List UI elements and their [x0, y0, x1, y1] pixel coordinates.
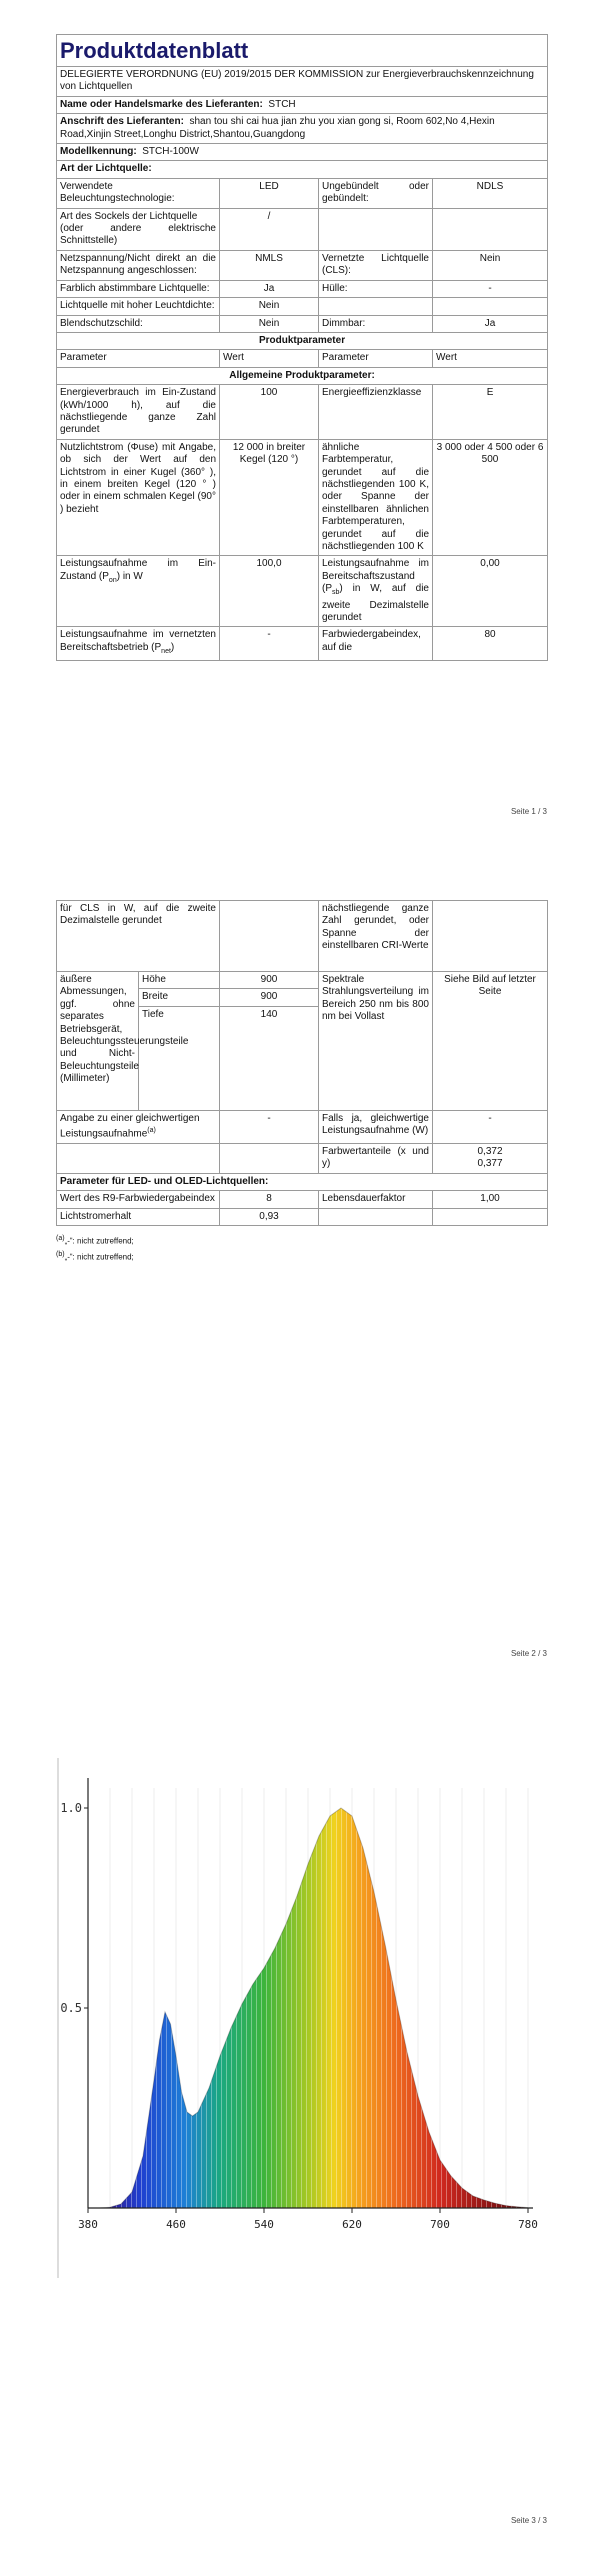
r9-value: 8: [220, 1191, 319, 1208]
row-label: Verwendete Beleuchtungstechnologie:: [57, 178, 220, 208]
column-header-row: [57, 350, 548, 367]
address-value: shan tou shi cai hua jian zhu you xian gong si, Room 602,No 4,Hexin Road,Xinjin Street,Longhu District,Shantou,Guangdong: [60, 116, 495, 140]
row-value: Nein: [433, 250, 548, 280]
type-row: [57, 315, 548, 332]
type-row: [57, 250, 548, 280]
footnotes: [56, 1232, 547, 1263]
r9-label: Wert des R9-Farbwiedergabeindex: [57, 1191, 220, 1208]
y-tick-label: 1.0: [60, 1801, 82, 1815]
col-header-wert: Wert: [220, 350, 319, 367]
col-header-param: Parameter: [319, 350, 433, 367]
dim-label: Breite: [139, 989, 220, 1006]
param-value: -: [220, 627, 319, 661]
type-row: [57, 298, 548, 315]
page-number: Seite 3 / 3: [510, 2516, 547, 2525]
param-value: 100: [220, 385, 319, 440]
row-value: [433, 298, 548, 315]
datasheet-page-2: [56, 900, 547, 1263]
dims-row: [57, 972, 548, 989]
row-value: Nein: [220, 298, 319, 315]
continued-left: für CLS in W, auf die zweite Dezimalstelle gerundet: [57, 901, 220, 972]
dim-value: 140: [220, 1006, 319, 1110]
row-value: Ja: [433, 315, 548, 332]
maint-label: Lichtstromerhalt: [57, 1208, 220, 1225]
maintenance-row: [57, 1208, 548, 1225]
param-label: Farbwiedergabeindex, auf die: [319, 627, 433, 661]
param-label: Leistungsaufnahme im Ein-Zustand $(P_{on})$ in W: [57, 556, 220, 627]
type-row: [57, 280, 548, 297]
x-tick-label: 700: [430, 2218, 450, 2231]
datasheet-table-2: [56, 900, 548, 1226]
dims-label: äußere Abmessungen, ggf. ohne separates Betriebsgerät, Beleuchtungssteuerungsteile und Nicht-Beleuchtungsteile (Millimeter): [57, 972, 139, 1111]
dim-value: 900: [220, 972, 319, 989]
x-tick-label: 540: [254, 2218, 274, 2231]
empty-cell: [220, 1143, 319, 1173]
led-header: Parameter für LED- und OLED-Lichtquellen:: [57, 1173, 548, 1190]
supplier-value: STCH: [268, 98, 296, 110]
model-label: Modellkennung:: [60, 146, 137, 158]
row-label: Blendschutzschild:: [57, 315, 220, 332]
row-value: /: [220, 208, 319, 250]
param-row: [57, 385, 548, 440]
row-label: Art des Sockels der Lichtquelle (oder andere elektrische Schnittstelle): [57, 208, 220, 250]
param-label: Leistungsaufnahme im vernetzten Bereitschaftsbetrieb $(P_{net})$: [57, 627, 220, 661]
param-value: 0,00: [433, 556, 548, 627]
page-number: Seite 2 / 3: [510, 1649, 547, 1658]
equiv-value: -: [220, 1110, 319, 1143]
dim-label: Höhe: [139, 972, 220, 989]
dim-label: Tiefe: [139, 1006, 220, 1110]
row-value: -: [433, 280, 548, 297]
continued-right: nächstliegende ganze Zahl gerundet, oder Spanne der einstellbaren CRI-Werte: [319, 901, 433, 972]
address-label: Anschrift des Lieferanten:: [60, 116, 184, 128]
datasheet-page-1: [56, 34, 547, 661]
param-value: E: [433, 385, 548, 440]
chroma-row: [57, 1143, 548, 1173]
param-label: Leistungsaufnahme im Bereitschaftszustand $(P_{sb})$ in W, auf die zweite Dezimalstelle gerundet: [319, 556, 433, 627]
supplier-label: Name oder Handelsmarke des Lieferanten:: [60, 98, 263, 110]
page-2: [0, 878, 603, 1698]
produktparameter-header: Produktparameter: [57, 332, 548, 349]
type-row: [57, 178, 548, 208]
x-tick-label: 380: [78, 2218, 98, 2231]
type-row: [57, 208, 548, 250]
spectral-distribution-chart: [58, 1758, 548, 2278]
param-value: 3 000 oder 4 500 oder 6 500: [433, 439, 548, 556]
equiv-row: [57, 1110, 548, 1143]
datasheet-table-1: [56, 34, 548, 661]
row-label: Farblich abstimmbare Lichtquelle:: [57, 280, 220, 297]
param-value: 80: [433, 627, 548, 661]
page-number: Seite 1 / 3: [510, 807, 547, 816]
footnote-a: $^{(a)}$„-“: nicht zutreffend;: [56, 1234, 134, 1246]
x-tick-label: 620: [342, 2218, 362, 2231]
empty-cell: [319, 1208, 433, 1225]
chroma-label: Farbwertanteile (x und y): [319, 1143, 433, 1173]
param-label: Energieeffizienzklasse: [319, 385, 433, 440]
param-label: Energieverbrauch im Ein-Zustand (kWh/1000 h), auf die nächstliegende ganze Zahl gerundet: [57, 385, 220, 440]
r9-row: [57, 1191, 548, 1208]
row-label: Vernetzte Lichtquelle (CLS):: [319, 250, 433, 280]
row-value: [433, 208, 548, 250]
maint-value: 0,93: [220, 1208, 319, 1225]
param-value: 12 000 in breiter Kegel (120 °): [220, 439, 319, 556]
row-value: LED: [220, 178, 319, 208]
life-value: 1,00: [433, 1191, 548, 1208]
model-row: [57, 144, 548, 161]
param-label: ähnliche Farbtemperatur, gerundet auf die nächstliegenden 100 K, oder Spanne der einstellbaren ähnlichen Farbtemperaturen, gerundet auf die nächstliegenden 100 K: [319, 439, 433, 556]
chroma-value: 0,372 0,377: [433, 1143, 548, 1173]
spectral-value: Siehe Bild auf letzter Seite: [433, 972, 548, 1111]
row-label: Dimmbar:: [319, 315, 433, 332]
doc-title: Produktdatenblatt: [57, 35, 548, 67]
dim-value: 900: [220, 989, 319, 1006]
row-label: Ungebündelt oder gebündelt:: [319, 178, 433, 208]
empty-cell: [433, 1208, 548, 1225]
equiv-right-label: Falls ja, gleichwertige Leistungsaufnahme (W): [319, 1110, 433, 1143]
spectral-label: Spektrale Strahlungsverteilung im Bereich 250 nm bis 800 nm bei Vollast: [319, 972, 433, 1111]
empty-cell: [57, 1143, 220, 1173]
param-label: Nutzlichtstrom (Φuse) mit Angabe, ob sich der Wert auf den Lichtstrom in einer Kugel (360° ), in einem breiten Kegel (120 ° ) oder in einem schmalen Kegel (90° ) bezieht: [57, 439, 220, 556]
regulation-text: DELEGIERTE VERORDNUNG (EU) 2019/2015 DER KOMMISSION zur Energieverbrauchskennzeichnung von Lichtquellen: [57, 67, 548, 97]
col-header-param: Parameter: [57, 350, 220, 367]
address-row: [57, 114, 548, 144]
empty-cell: [433, 901, 548, 972]
life-label: Lebensdauerfaktor: [319, 1191, 433, 1208]
row-value: NMLS: [220, 250, 319, 280]
row-label: [319, 298, 433, 315]
row-value: Nein: [220, 315, 319, 332]
x-tick-label: 780: [518, 2218, 538, 2231]
y-tick-label: 0.5: [60, 2001, 82, 2015]
col-header-wert: Wert: [433, 350, 548, 367]
page-1: [0, 0, 603, 828]
footnote-b: $^{(b)}$„-“: nicht zutreffend;: [56, 1250, 134, 1262]
row-label: [319, 208, 433, 250]
row-value: NDLS: [433, 178, 548, 208]
param-value: 100,0: [220, 556, 319, 627]
equiv-label: Angabe zu einer gleichwertigen Leistungsaufnahme$^{(a)}$: [57, 1110, 220, 1143]
allgemeine-header: Allgemeine Produktparameter:: [57, 367, 548, 384]
empty-cell: [220, 901, 319, 972]
art-header: Art der Lichtquelle:: [57, 161, 548, 178]
param-row: [57, 556, 548, 627]
supplier-row: [57, 96, 548, 113]
model-value: STCH-100W: [142, 146, 199, 158]
row-label: Netzspannung/Nicht direkt an die Netzspannung angeschlossen:: [57, 250, 220, 280]
continued-row: [57, 901, 548, 972]
param-row: [57, 439, 548, 556]
row-label: Lichtquelle mit hoher Leuchtdichte:: [57, 298, 220, 315]
row-label: Hülle:: [319, 280, 433, 297]
param-row: [57, 627, 548, 661]
page-3: [0, 1740, 603, 2560]
row-value: Ja: [220, 280, 319, 297]
x-tick-label: 460: [166, 2218, 186, 2231]
equiv-right-value: -: [433, 1110, 548, 1143]
